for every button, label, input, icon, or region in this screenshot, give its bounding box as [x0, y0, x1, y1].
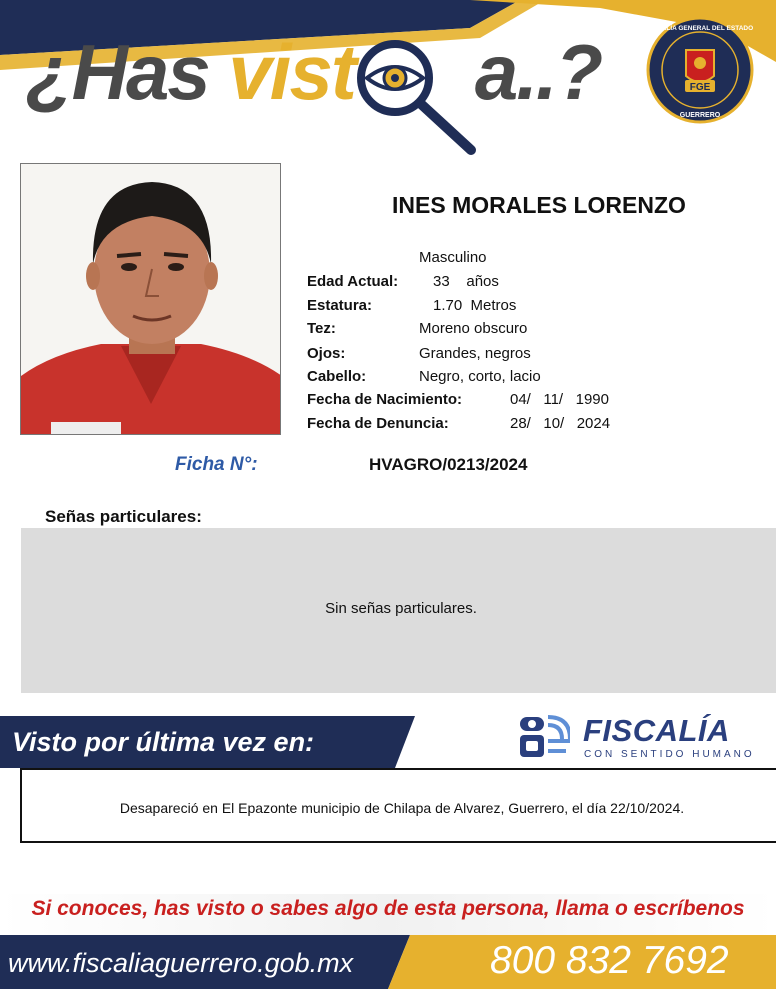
label-tez: Tez: — [307, 320, 336, 337]
title-part-vist: vist — [228, 28, 355, 116]
person-portrait-illustration — [21, 164, 281, 435]
label-edad: Edad Actual: — [307, 273, 399, 290]
title-part-has: ¿Has — [26, 28, 229, 116]
fiscalia-title: FISCALÍA — [583, 713, 730, 748]
label-fecha-denuncia: Fecha de Denuncia: — [307, 415, 449, 432]
visto-ultima-vez-heading: Visto por última vez en: — [12, 727, 315, 757]
magnifier-eye-icon — [345, 38, 480, 158]
last-seen-box — [20, 768, 776, 843]
person-name: INES MORALES LORENZO — [392, 192, 686, 218]
label-cabello: Cabello: — [307, 368, 367, 385]
website-link[interactable]: www.fiscaliaguerrero.gob.mx — [8, 948, 354, 978]
value-tez: Moreno obscuro — [419, 320, 528, 337]
label-ojos: Ojos: — [307, 345, 346, 362]
person-photo — [20, 163, 281, 435]
ficha-number: HVAGRO/0213/2024 — [369, 455, 528, 474]
title-part-a: a..? — [474, 28, 602, 116]
phone-number[interactable]: 800 832 7692 — [490, 939, 729, 982]
value-estatura: 1.70 Metros — [433, 297, 517, 314]
value-fecha-nacimiento: 04/ 11/ 1990 — [510, 391, 609, 408]
seal-initials: FGE — [689, 82, 711, 93]
value-ojos: Grandes, negros — [419, 345, 531, 362]
seal-text-top: FISCALÍA GENERAL DEL ESTADO — [646, 25, 754, 32]
last-seen-description: Desapareció en El Epazonte municipio de Chilapa de Alvarez, Guerrero, el día 22/10/2024. — [119, 800, 685, 816]
label-fecha-nacimiento: Fecha de Nacimiento: — [307, 391, 463, 408]
value-fecha-denuncia: 28/ 10/ 2024 — [510, 415, 611, 432]
person-sex: Masculino — [419, 249, 487, 266]
senas-particulares-text: Sin señas particulares. — [325, 600, 477, 617]
fiscalia-logo-icon — [520, 715, 570, 761]
seal-text-bottom: GUERRERO — [679, 112, 721, 119]
fge-seal-logo — [641, 16, 759, 124]
value-edad: 33 años — [433, 273, 499, 290]
value-cabello: Negro, corto, lacio — [419, 368, 541, 385]
fiscalia-subtitle: CON SENTIDO HUMANO — [584, 749, 755, 760]
senas-particulares-label: Señas particulares: — [45, 507, 202, 526]
ficha-label: Ficha N°: — [175, 454, 258, 475]
senas-particulares-box — [21, 528, 776, 693]
page-title — [26, 22, 601, 122]
label-estatura: Estatura: — [307, 297, 373, 314]
call-to-action-text: Si conoces, has visto o sabes algo de esta persona, llama o escríbenos — [31, 897, 745, 920]
